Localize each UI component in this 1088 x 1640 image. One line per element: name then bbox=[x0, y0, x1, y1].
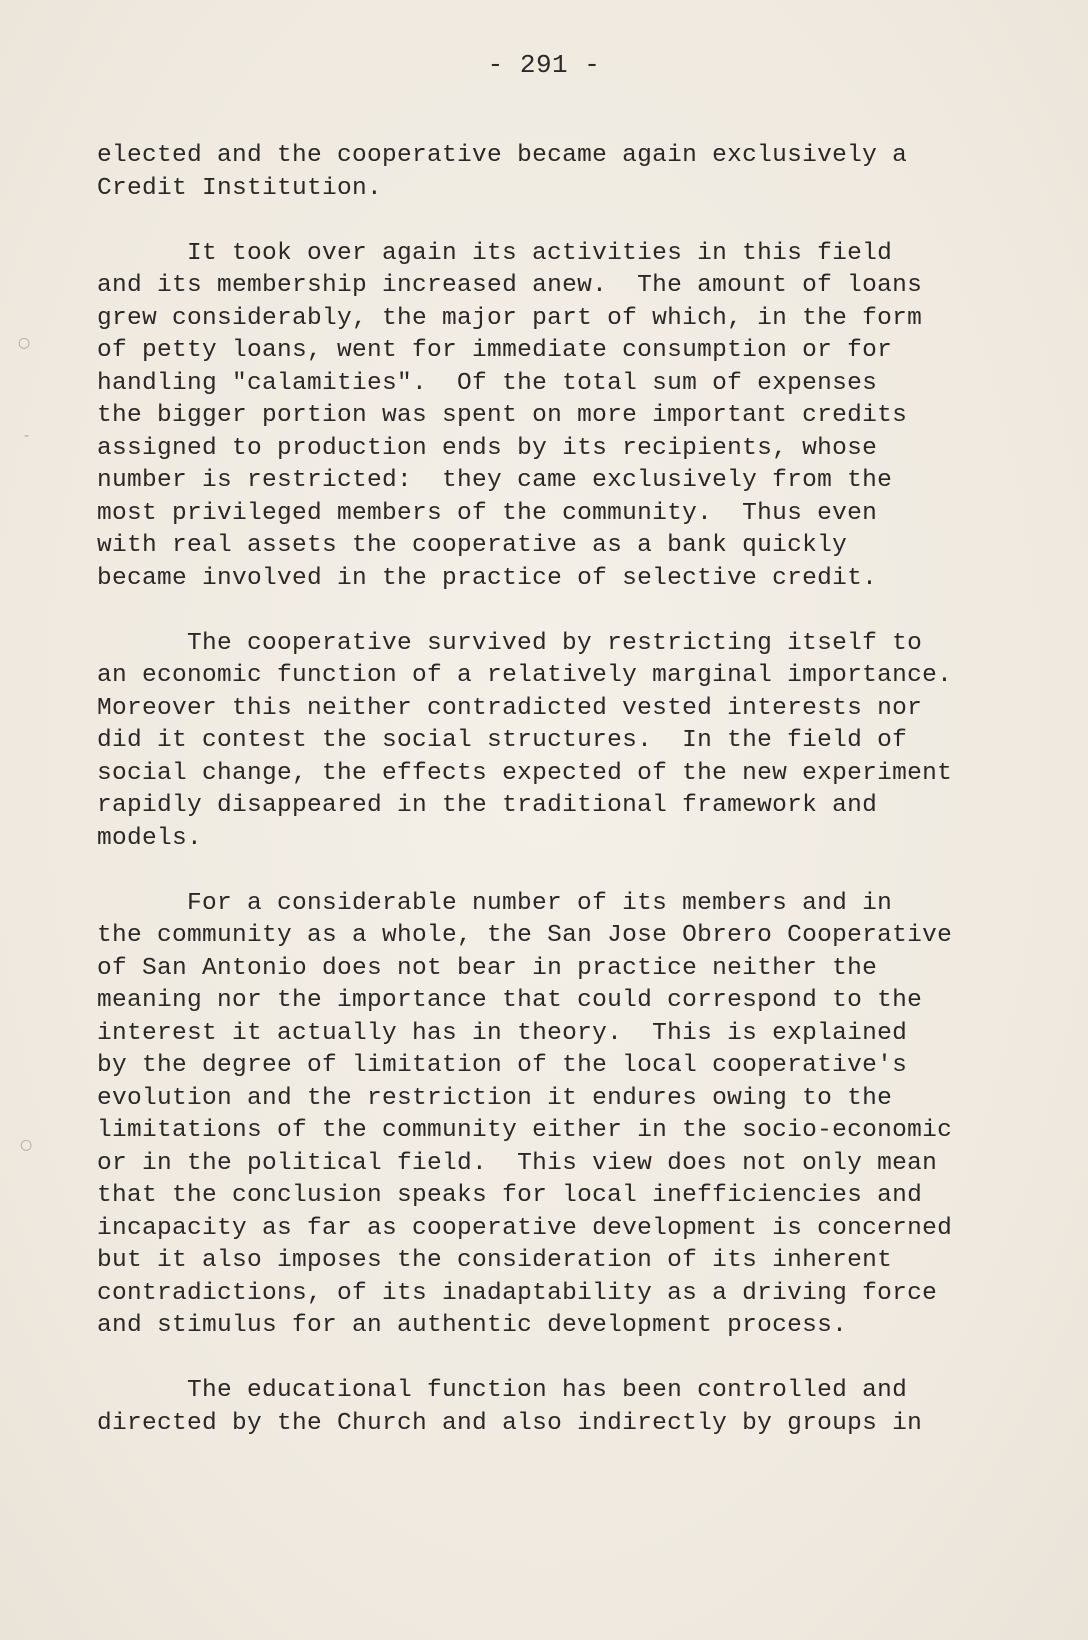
paragraph-3 bbox=[97, 628, 997, 856]
text-line: of petty loans, went for immediate consumption or for bbox=[97, 337, 893, 364]
scan-mark: ‐ bbox=[24, 428, 30, 444]
text-line: grew considerably, the major part of which, in the form bbox=[97, 304, 923, 332]
text-line: Moreover this neither contradicted vested interests nor bbox=[97, 694, 923, 722]
page-number: - 291 - bbox=[487, 50, 601, 80]
text-line: by the degree of limitation of the local cooperative's bbox=[97, 1052, 908, 1079]
text-line: The educational function has been controlled and bbox=[187, 1377, 908, 1404]
text-line: interest it actually has in theory. This is explained bbox=[97, 1019, 908, 1047]
text-line: the bigger portion was spent on more important credits bbox=[97, 402, 908, 429]
text-line: an economic function of a relatively marginal importance. bbox=[97, 662, 953, 689]
text-line: rapidly disappeared in the traditional framework and bbox=[97, 792, 878, 819]
text-line: The cooperative survived by restricting itself to bbox=[187, 629, 923, 657]
text-line: directed by the Church and also indirectly by groups in bbox=[97, 1409, 923, 1437]
scan-mark: ○ bbox=[18, 335, 31, 351]
text-line: of San Antonio does not bear in practice neither the bbox=[97, 954, 878, 982]
text-line: social change, the effects expected of the new experiment bbox=[97, 759, 953, 787]
text-line: number is restricted: they came exclusively from the bbox=[97, 467, 893, 494]
text-line: limitations of the community either in the socio-economic bbox=[97, 1117, 953, 1144]
text-line: Credit Institution. bbox=[97, 174, 383, 202]
paragraph-2 bbox=[97, 238, 997, 596]
text-line: became involved in the practice of selective credit. bbox=[97, 564, 878, 592]
text-line: the community as a whole, the San Jose Obrero Cooperative bbox=[97, 922, 953, 949]
text-line: contradictions, of its inadaptability as a driving force bbox=[97, 1279, 938, 1307]
text-line: with real assets the cooperative as a bank quickly bbox=[97, 532, 848, 559]
scan-mark: ○ bbox=[20, 1137, 33, 1153]
text-line: most privileged members of the community. Thus even bbox=[97, 499, 878, 527]
text-line: that the conclusion speaks for local inefficiencies and bbox=[97, 1182, 923, 1209]
text-line: handling "calamities". Of the total sum of expenses bbox=[97, 369, 878, 397]
text-line: did it contest the social structures. In the field of bbox=[97, 727, 908, 754]
paragraph-4 bbox=[97, 888, 997, 1343]
paragraph-1 bbox=[97, 140, 997, 205]
text-line: and stimulus for an authentic development process. bbox=[97, 1312, 848, 1339]
text-line: incapacity as far as cooperative development is concerned bbox=[97, 1214, 953, 1242]
text-line: It took over again its activities in this field bbox=[187, 239, 893, 267]
body-text bbox=[97, 140, 997, 1473]
text-line: assigned to production ends by its recipients, whose bbox=[97, 434, 878, 462]
text-line: evolution and the restriction it endures owing to the bbox=[97, 1084, 893, 1112]
text-line: or in the political field. This view does not only mean bbox=[97, 1149, 938, 1177]
text-line: elected and the cooperative became again exclusively a bbox=[97, 142, 908, 169]
text-line: For a considerable number of its members and in bbox=[187, 889, 893, 917]
text-line: but it also imposes the consideration of its inherent bbox=[97, 1247, 893, 1274]
text-line: and its membership increased anew. The amount of loans bbox=[97, 272, 923, 299]
paragraph-5 bbox=[97, 1375, 997, 1440]
text-line: models. bbox=[97, 824, 203, 852]
text-line: meaning nor the importance that could correspond to the bbox=[97, 987, 923, 1014]
